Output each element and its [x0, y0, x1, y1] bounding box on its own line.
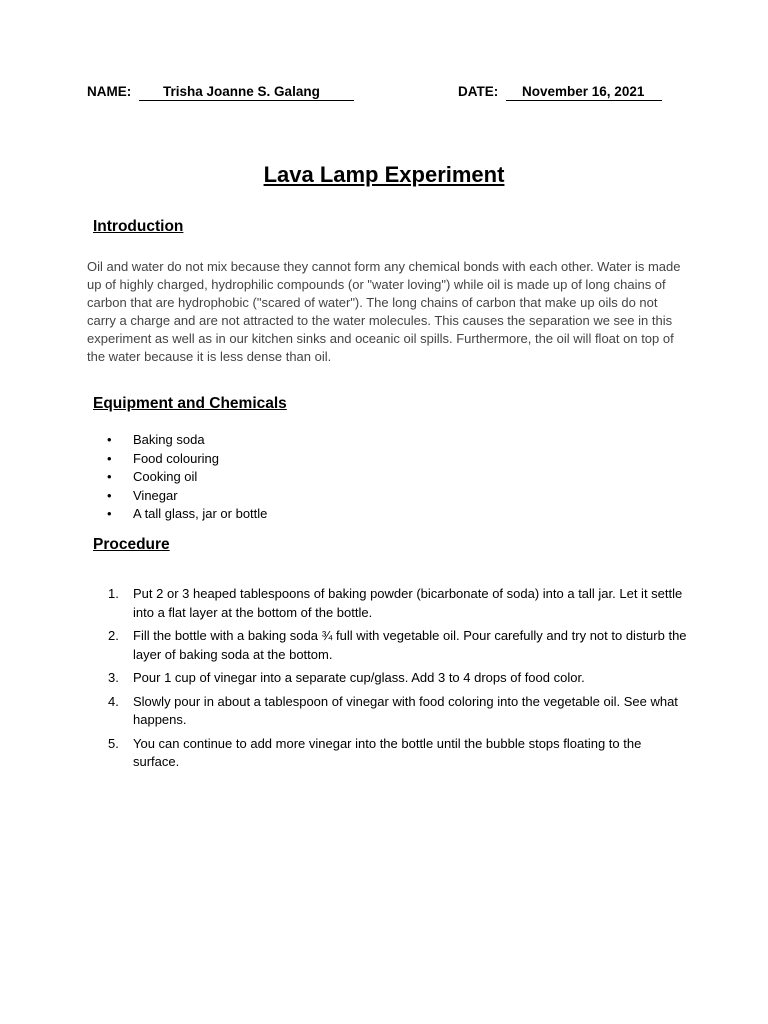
list-item [105, 693, 690, 730]
procedure-heading: Procedure [93, 536, 170, 553]
list-item: • Vinegar [105, 487, 267, 506]
step-number: 2. [108, 628, 119, 643]
equipment-heading: Equipment and Chemicals [93, 395, 287, 412]
equipment-list [105, 431, 267, 524]
list-item [105, 735, 690, 772]
list-item: • Baking soda [105, 431, 267, 450]
date-value: November 16, 2021 [506, 84, 662, 101]
introduction-heading: Introduction [93, 218, 184, 235]
list-item [105, 585, 690, 622]
bullet-icon: • [107, 469, 112, 484]
introduction-text: Oil and water do not mix because they cannot form any chemical bonds with each other. Water is made up of highly charged, hydrophilic compounds (or "water loving") while oil is made up of long chains of carbon that are hydrophobic ("scared of water"). The long chains of carbon that make up oils do not carry a charge and are not attracted to the water molecules. This causes the separation we see in this experiment as well as in our kitchen sinks and oceanic oil spills. Furthermore, the oil will float on top of the water because it is less dense than oil. [87, 259, 681, 364]
name-value: Trisha Joanne S. Galang [139, 84, 354, 101]
list-item: • Cooking oil [105, 468, 267, 487]
step-text: You can continue to add more vinegar into the bottle until the bubble stops floating to the surface. [133, 735, 642, 769]
bullet-icon: • [107, 432, 112, 447]
bullet-icon: • [107, 487, 112, 503]
step-text: Fill the bottle with a baking soda ¾ full with vegetable oil. Pour carefully and try not to disturb the layer of baking soda at the bottom. [133, 628, 687, 662]
name-field [87, 84, 354, 101]
bullet-icon: • [107, 450, 112, 466]
step-number: 3. [108, 670, 119, 685]
step-text: Slowly pour in about a tablespoon of vinegar with food coloring into the vegetable oil. See what happens. [133, 693, 678, 727]
list-item [105, 669, 690, 688]
list-item: • Food colouring [105, 450, 267, 469]
bullet-icon: • [107, 506, 112, 521]
step-number: 4. [108, 693, 119, 709]
date-field [458, 84, 662, 101]
step-text: Pour 1 cup of vinegar into a separate cup/glass. Add 3 to 4 drops of food color. [133, 670, 585, 685]
date-label: DATE: [458, 84, 499, 99]
name-label: NAME: [87, 84, 132, 99]
step-number: 5. [108, 735, 119, 751]
step-number: 1. [108, 586, 119, 601]
list-item: • A tall glass, jar or bottle [105, 505, 267, 524]
page-title: Lava Lamp Experiment [263, 162, 505, 187]
step-text: Put 2 or 3 heaped tablespoons of baking powder (bicarbonate of soda) into a tall jar. Let it settle into a flat layer at the bottom of the bottle. [133, 586, 683, 620]
procedure-list [105, 585, 690, 777]
list-item [105, 627, 690, 664]
